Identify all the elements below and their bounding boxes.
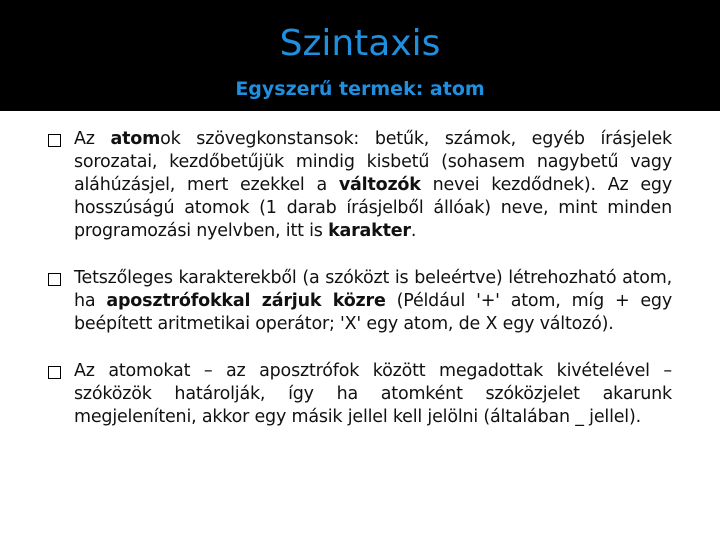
slide-subtitle: Egyszerű termek: atom xyxy=(235,78,485,100)
checkbox-bullet-icon xyxy=(48,134,61,147)
slide-title: Szintaxis xyxy=(279,23,441,64)
bold-term-atom: atom xyxy=(110,129,161,149)
text-segment: Az atomokat – az aposztrófok között megadottak kivételével – szóközök határolják, így ha atomként szóközjelet akarunk megjeleníteni, akkor egy másik jellel kell jelölni (általában _ jellel). xyxy=(74,361,672,427)
bullet-item-3 xyxy=(48,360,672,429)
bullet-list xyxy=(48,128,672,453)
bullet-1-text xyxy=(74,129,672,241)
text-segment: Az xyxy=(74,129,111,149)
text-segment: . xyxy=(410,221,417,241)
text-segment: Tetszőleges karakterekből (a szóközt is beleértve) létrehozható atom, ha xyxy=(74,268,672,311)
text-segment: ok szövegkonstansok: betűk, számok, egyéb írásjelek sorozatai, kezdőbetűjük mindig kisbetű (sohasem nagybetű vagy aláhúzásjel, mert ezekkel a xyxy=(74,129,672,195)
bullet-item-2 xyxy=(48,267,672,336)
checkbox-bullet-icon xyxy=(48,273,61,286)
bold-term-karakter: karakter xyxy=(328,221,411,241)
bold-term-valtozok: változók xyxy=(338,175,421,195)
bullet-item-1 xyxy=(48,128,672,243)
bold-term-aposztrof: aposztrófokkal zárjuk közre xyxy=(106,291,386,311)
bullet-3-text xyxy=(74,361,672,427)
title-bar xyxy=(0,0,720,111)
checkbox-bullet-icon xyxy=(48,366,61,379)
text-segment: nevei kezdődnek). Az egy hosszúságú atomok (1 darab írásjelből állóak) neve, mint minden programozási nyelvben, itt is xyxy=(74,175,672,241)
text-segment: (Például '+' atom, míg + egy beépített aritmetikai operátor; 'X' egy atom, de X egy változó). xyxy=(74,291,672,334)
bullet-2-text xyxy=(74,268,672,334)
